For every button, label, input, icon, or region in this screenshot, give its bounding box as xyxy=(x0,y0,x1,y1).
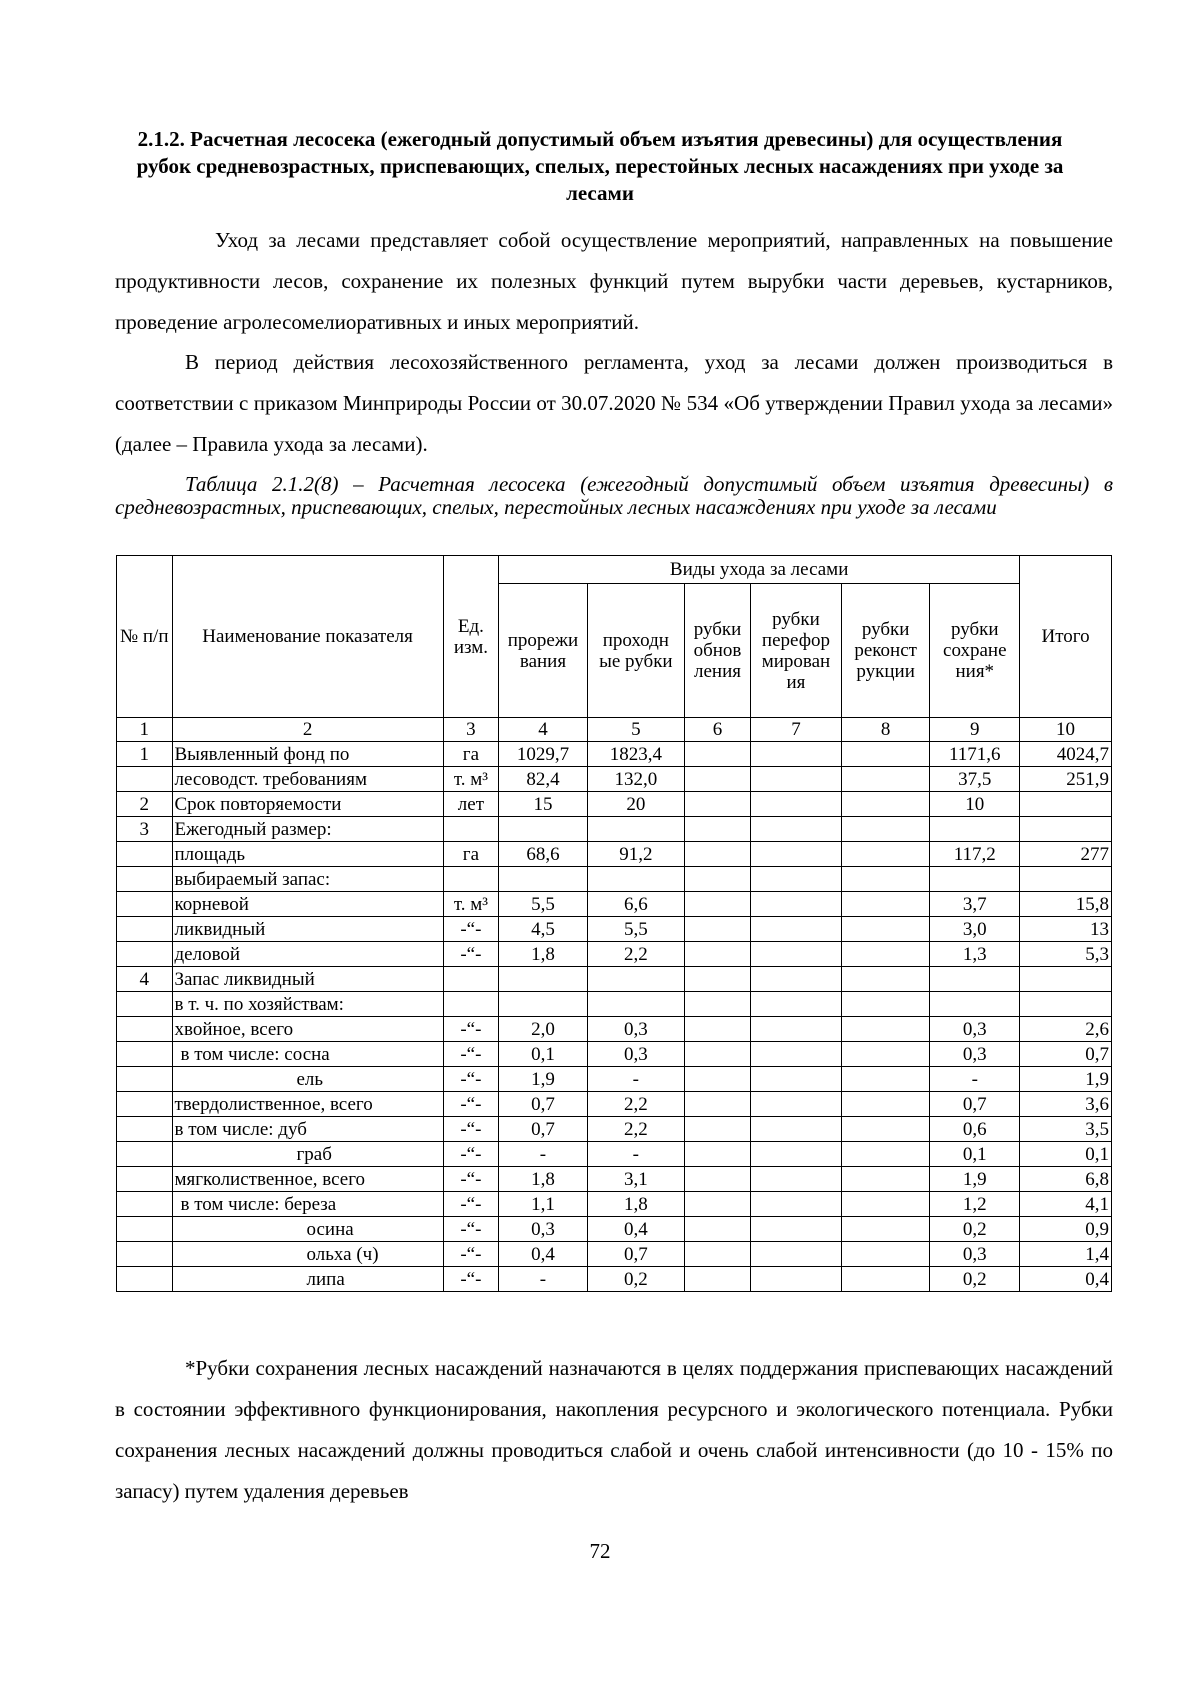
cell-reconstruction-cut xyxy=(841,842,930,867)
cell-unit: -“- xyxy=(443,1117,499,1142)
cell-reconstruction-cut xyxy=(841,767,930,792)
cell-preservation-cut: 0,6 xyxy=(930,1117,1020,1142)
table-row xyxy=(117,1142,1112,1167)
table-row xyxy=(117,1042,1112,1067)
header-kind-reformation-cut: рубки перефор мирован ия xyxy=(751,584,842,718)
cell-reconstruction-cut xyxy=(841,1017,930,1042)
cell-reformation-cut xyxy=(751,1092,842,1117)
cell-total: 5,3 xyxy=(1020,942,1112,967)
cell-reconstruction-cut xyxy=(841,1192,930,1217)
cell-renewal-cut xyxy=(684,992,750,1017)
cell-passing-cut: - xyxy=(587,1142,684,1167)
cell-total: 6,8 xyxy=(1020,1167,1112,1192)
cell-thinning: 1,8 xyxy=(499,942,588,967)
table-row xyxy=(117,1017,1112,1042)
cell-num xyxy=(117,1267,173,1292)
cell-reformation-cut xyxy=(751,892,842,917)
cell-name: хвойное, всего xyxy=(172,1017,443,1042)
cell-total xyxy=(1020,817,1112,842)
cell-preservation-cut: 1,3 xyxy=(930,942,1020,967)
cell-thinning: - xyxy=(499,1142,588,1167)
cell-name: деловой xyxy=(172,942,443,967)
cell-preservation-cut xyxy=(930,817,1020,842)
cell-num xyxy=(117,1117,173,1142)
cell-total: 3,6 xyxy=(1020,1092,1112,1117)
cell-reconstruction-cut xyxy=(841,1267,930,1292)
cell-thinning: 1,9 xyxy=(499,1067,588,1092)
table-row xyxy=(117,917,1112,942)
cell-unit: -“- xyxy=(443,1067,499,1092)
header-name: Наименование показателя xyxy=(172,556,443,718)
header-care-types: Виды ухода за лесами xyxy=(499,556,1020,584)
table-row xyxy=(117,967,1112,992)
cell-renewal-cut xyxy=(684,1167,750,1192)
cell-name: в том числе: сосна xyxy=(172,1042,443,1067)
table-row xyxy=(117,792,1112,817)
cell-reformation-cut xyxy=(751,842,842,867)
cell-total xyxy=(1020,867,1112,892)
cell-name: в т. ч. по хозяйствам: xyxy=(172,992,443,1017)
cell-renewal-cut xyxy=(684,792,750,817)
cell-preservation-cut: 0,2 xyxy=(930,1267,1020,1292)
cell-num xyxy=(117,1142,173,1167)
cell-thinning xyxy=(499,867,588,892)
cell-reformation-cut xyxy=(751,1117,842,1142)
cell-renewal-cut xyxy=(684,892,750,917)
cell-passing-cut xyxy=(587,817,684,842)
table-row xyxy=(117,817,1112,842)
cell-reconstruction-cut xyxy=(841,917,930,942)
cell-renewal-cut xyxy=(684,1092,750,1117)
cell-reconstruction-cut xyxy=(841,1217,930,1242)
cell-preservation-cut: 0,7 xyxy=(930,1092,1020,1117)
cell-thinning xyxy=(499,967,588,992)
cell-thinning: 1,1 xyxy=(499,1192,588,1217)
cell-unit: -“- xyxy=(443,1192,499,1217)
cell-num xyxy=(117,767,173,792)
cell-preservation-cut xyxy=(930,867,1020,892)
cell-num: 2 xyxy=(117,792,173,817)
cell-num xyxy=(117,867,173,892)
cell-reconstruction-cut xyxy=(841,1117,930,1142)
cell-unit xyxy=(443,992,499,1017)
cell-num: 1 xyxy=(117,742,173,767)
cell-passing-cut: 2,2 xyxy=(587,942,684,967)
cell-name: Ежегодный размер: xyxy=(172,817,443,842)
cell-passing-cut xyxy=(587,967,684,992)
cell-reconstruction-cut xyxy=(841,817,930,842)
cell-passing-cut: 6,6 xyxy=(587,892,684,917)
cell-renewal-cut xyxy=(684,1192,750,1217)
cell-passing-cut: 0,7 xyxy=(587,1242,684,1267)
cell-thinning: 0,7 xyxy=(499,1092,588,1117)
cell-preservation-cut xyxy=(930,992,1020,1017)
table-row xyxy=(117,1242,1112,1267)
cell-reconstruction-cut xyxy=(841,1142,930,1167)
cell-reformation-cut xyxy=(751,1267,842,1292)
cell-name: Запас ликвидный xyxy=(172,967,443,992)
cell-reconstruction-cut xyxy=(841,1092,930,1117)
cell-preservation-cut: 0,2 xyxy=(930,1217,1020,1242)
cell-passing-cut: 0,2 xyxy=(587,1267,684,1292)
cell-total: 0,9 xyxy=(1020,1217,1112,1242)
column-number: 2 xyxy=(172,718,443,742)
cell-total: 13 xyxy=(1020,917,1112,942)
table-row xyxy=(117,767,1112,792)
table-row xyxy=(117,742,1112,767)
cell-reformation-cut xyxy=(751,792,842,817)
header-kind-passing-cut: проходн ые рубки xyxy=(587,584,684,718)
cell-renewal-cut xyxy=(684,917,750,942)
cell-name: выбираемый запас: xyxy=(172,867,443,892)
cell-total: 4,1 xyxy=(1020,1192,1112,1217)
table-row xyxy=(117,1267,1112,1292)
table-row xyxy=(117,892,1112,917)
cell-passing-cut: - xyxy=(587,1067,684,1092)
cell-passing-cut: 20 xyxy=(587,792,684,817)
cell-thinning: 0,4 xyxy=(499,1242,588,1267)
column-number: 10 xyxy=(1020,718,1112,742)
cell-total: 3,5 xyxy=(1020,1117,1112,1142)
cell-preservation-cut: 10 xyxy=(930,792,1020,817)
cell-reformation-cut xyxy=(751,1042,842,1067)
cell-num xyxy=(117,1167,173,1192)
cell-renewal-cut xyxy=(684,867,750,892)
cell-preservation-cut: 37,5 xyxy=(930,767,1020,792)
cell-thinning: 82,4 xyxy=(499,767,588,792)
cell-reformation-cut xyxy=(751,992,842,1017)
cell-reformation-cut xyxy=(751,867,842,892)
cell-thinning: - xyxy=(499,1267,588,1292)
cell-unit: -“- xyxy=(443,942,499,967)
column-number: 6 xyxy=(684,718,750,742)
cell-reconstruction-cut xyxy=(841,867,930,892)
cell-passing-cut: 91,2 xyxy=(587,842,684,867)
cell-total xyxy=(1020,967,1112,992)
cell-unit: -“- xyxy=(443,1042,499,1067)
cell-unit: -“- xyxy=(443,1167,499,1192)
cell-name: лесоводст. требованиям xyxy=(172,767,443,792)
cell-name: площадь xyxy=(172,842,443,867)
cell-num xyxy=(117,1217,173,1242)
cell-name: корневой xyxy=(172,892,443,917)
cell-name: осина xyxy=(172,1217,443,1242)
cell-total: 0,7 xyxy=(1020,1042,1112,1067)
header-unit: Ед. изм. xyxy=(443,556,499,718)
allowable-cut-table xyxy=(116,555,1112,1292)
cell-passing-cut: 0,4 xyxy=(587,1217,684,1242)
cell-reformation-cut xyxy=(751,917,842,942)
table-caption: Таблица 2.1.2(8) – Расчетная лесосека (ежегодный допустимый объем изъятия древесины) в средневозрастных, приспевающих, спелых, перестойных лесных насаждениях при уходе за лесами xyxy=(115,472,1113,519)
column-number: 3 xyxy=(443,718,499,742)
cell-unit: -“- xyxy=(443,1267,499,1292)
cell-unit: га xyxy=(443,742,499,767)
cell-num xyxy=(117,1092,173,1117)
cell-passing-cut: 2,2 xyxy=(587,1092,684,1117)
cell-preservation-cut: 1,2 xyxy=(930,1192,1020,1217)
cell-num: 4 xyxy=(117,967,173,992)
column-number: 9 xyxy=(930,718,1020,742)
cell-total: 1,4 xyxy=(1020,1242,1112,1267)
table-row xyxy=(117,1067,1112,1092)
cell-total xyxy=(1020,992,1112,1017)
table-row xyxy=(117,842,1112,867)
cell-renewal-cut xyxy=(684,1142,750,1167)
header-kind-preservation-cut: рубки сохране ния* xyxy=(930,584,1020,718)
cell-preservation-cut: 0,3 xyxy=(930,1017,1020,1042)
cell-total: 0,4 xyxy=(1020,1267,1112,1292)
cell-renewal-cut xyxy=(684,942,750,967)
table-body xyxy=(117,742,1112,1292)
cell-passing-cut xyxy=(587,867,684,892)
column-number: 5 xyxy=(587,718,684,742)
cell-num xyxy=(117,942,173,967)
cell-reformation-cut xyxy=(751,942,842,967)
cell-unit: -“- xyxy=(443,917,499,942)
cell-reconstruction-cut xyxy=(841,1042,930,1067)
cell-name: ольха (ч) xyxy=(172,1242,443,1267)
cell-thinning: 4,5 xyxy=(499,917,588,942)
cell-passing-cut: 5,5 xyxy=(587,917,684,942)
cell-total: 2,6 xyxy=(1020,1017,1112,1042)
cell-passing-cut: 0,3 xyxy=(587,1042,684,1067)
cell-thinning: 0,1 xyxy=(499,1042,588,1067)
column-number: 8 xyxy=(841,718,930,742)
table-row xyxy=(117,1092,1112,1117)
cell-passing-cut: 1823,4 xyxy=(587,742,684,767)
cell-reformation-cut xyxy=(751,817,842,842)
cell-thinning: 0,7 xyxy=(499,1117,588,1142)
cell-renewal-cut xyxy=(684,817,750,842)
cell-thinning: 15 xyxy=(499,792,588,817)
column-number-row xyxy=(117,718,1112,742)
cell-name: Срок повторяемости xyxy=(172,792,443,817)
cell-preservation-cut: 1171,6 xyxy=(930,742,1020,767)
cell-thinning: 68,6 xyxy=(499,842,588,867)
cell-total: 251,9 xyxy=(1020,767,1112,792)
cell-reformation-cut xyxy=(751,967,842,992)
column-number: 1 xyxy=(117,718,173,742)
cell-unit: -“- xyxy=(443,1142,499,1167)
header-num: № п/п xyxy=(117,556,173,718)
cell-num xyxy=(117,992,173,1017)
cell-reconstruction-cut xyxy=(841,792,930,817)
cell-name: липа xyxy=(172,1267,443,1292)
cell-preservation-cut: 0,3 xyxy=(930,1242,1020,1267)
cell-preservation-cut xyxy=(930,967,1020,992)
cell-name: граб xyxy=(172,1142,443,1167)
cell-renewal-cut xyxy=(684,1217,750,1242)
header-kind-renewal-cut: рубки обнов ления xyxy=(684,584,750,718)
cell-reformation-cut xyxy=(751,1242,842,1267)
column-number: 4 xyxy=(499,718,588,742)
cell-total: 15,8 xyxy=(1020,892,1112,917)
cell-preservation-cut: 3,7 xyxy=(930,892,1020,917)
cell-total: 277 xyxy=(1020,842,1112,867)
cell-total xyxy=(1020,792,1112,817)
cell-renewal-cut xyxy=(684,1242,750,1267)
cell-unit xyxy=(443,867,499,892)
cell-preservation-cut: 3,0 xyxy=(930,917,1020,942)
cell-total: 4024,7 xyxy=(1020,742,1112,767)
cell-name: мягколиственное, всего xyxy=(172,1167,443,1192)
cell-reformation-cut xyxy=(751,767,842,792)
cell-passing-cut: 1,8 xyxy=(587,1192,684,1217)
table-row xyxy=(117,942,1112,967)
table-row xyxy=(117,992,1112,1017)
cell-preservation-cut: - xyxy=(930,1067,1020,1092)
cell-thinning xyxy=(499,992,588,1017)
cell-name: ель xyxy=(172,1067,443,1092)
cell-renewal-cut xyxy=(684,1267,750,1292)
cell-num xyxy=(117,1017,173,1042)
table-row xyxy=(117,1192,1112,1217)
cell-renewal-cut xyxy=(684,767,750,792)
cell-name: ликвидный xyxy=(172,917,443,942)
cell-preservation-cut: 0,3 xyxy=(930,1042,1020,1067)
cell-thinning: 2,0 xyxy=(499,1017,588,1042)
header-total: Итого xyxy=(1020,556,1112,718)
cell-passing-cut: 2,2 xyxy=(587,1117,684,1142)
cell-unit xyxy=(443,967,499,992)
paragraph-1: Уход за лесами представляет собой осуществление мероприятий, направленных на повышение продуктивности лесов, сохранение их полезных функций путем вырубки части деревьев, кустарников, проведение агролесомелиоративных и иных мероприятий. xyxy=(115,228,1113,334)
cell-num xyxy=(117,1192,173,1217)
cell-passing-cut: 3,1 xyxy=(587,1167,684,1192)
paragraph-2: В период действия лесохозяйственного регламента, уход за лесами должен производиться в соответствии с приказом Минприроды России от 30.07.2020 № 534 «Об утверждении Правил ухода за лесами» (далее – Правила ухода за лесами). xyxy=(115,350,1113,456)
cell-reformation-cut xyxy=(751,1167,842,1192)
cell-unit: т. м³ xyxy=(443,892,499,917)
column-number: 7 xyxy=(751,718,842,742)
cell-reconstruction-cut xyxy=(841,892,930,917)
cell-reformation-cut xyxy=(751,1067,842,1092)
cell-reformation-cut xyxy=(751,1142,842,1167)
cell-renewal-cut xyxy=(684,1017,750,1042)
footnote: *Рубки сохранения лесных насаждений назначаются в целях поддержания приспевающих насаждений в состоянии эффективного функционирования, накопления ресурсного и экологического потенциала. Рубки сохранения лесных насаждений должны проводиться слабой и очень слабой интенсивности (до 10 - 15% по запасу) путем удаления деревьев xyxy=(115,1356,1113,1503)
cell-unit: -“- xyxy=(443,1217,499,1242)
table-row xyxy=(117,1117,1112,1142)
cell-num xyxy=(117,892,173,917)
cell-reconstruction-cut xyxy=(841,942,930,967)
cell-thinning: 5,5 xyxy=(499,892,588,917)
cell-thinning: 0,3 xyxy=(499,1217,588,1242)
cell-unit xyxy=(443,817,499,842)
cell-thinning xyxy=(499,817,588,842)
cell-reconstruction-cut xyxy=(841,1242,930,1267)
cell-num xyxy=(117,1042,173,1067)
header-kind-reconstruction-cut: рубки реконст рукции xyxy=(841,584,930,718)
cell-renewal-cut xyxy=(684,742,750,767)
cell-reconstruction-cut xyxy=(841,992,930,1017)
cell-reconstruction-cut xyxy=(841,742,930,767)
cell-passing-cut: 132,0 xyxy=(587,767,684,792)
cell-thinning: 1,8 xyxy=(499,1167,588,1192)
cell-preservation-cut: 0,1 xyxy=(930,1142,1020,1167)
cell-passing-cut xyxy=(587,992,684,1017)
cell-reconstruction-cut xyxy=(841,1067,930,1092)
cell-renewal-cut xyxy=(684,1042,750,1067)
cell-preservation-cut: 117,2 xyxy=(930,842,1020,867)
cell-name: в том числе: береза xyxy=(172,1192,443,1217)
cell-unit: -“- xyxy=(443,1242,499,1267)
table-row xyxy=(117,867,1112,892)
section-heading: 2.1.2. Расчетная лесосека (ежегодный допустимый объем изъятия древесины) для осуществления рубок средневозрастных, приспевающих, спелых, перестойных лесных насаждениях при уходе за лесами xyxy=(136,127,1064,205)
table-row xyxy=(117,1217,1112,1242)
cell-reconstruction-cut xyxy=(841,1167,930,1192)
cell-unit: лет xyxy=(443,792,499,817)
cell-renewal-cut xyxy=(684,967,750,992)
cell-preservation-cut: 1,9 xyxy=(930,1167,1020,1192)
cell-name: твердолиственное, всего xyxy=(172,1092,443,1117)
cell-num: 3 xyxy=(117,817,173,842)
cell-renewal-cut xyxy=(684,1067,750,1092)
cell-reformation-cut xyxy=(751,1217,842,1242)
cell-total: 1,9 xyxy=(1020,1067,1112,1092)
cell-reformation-cut xyxy=(751,742,842,767)
cell-thinning: 1029,7 xyxy=(499,742,588,767)
cell-reformation-cut xyxy=(751,1017,842,1042)
cell-renewal-cut xyxy=(684,1117,750,1142)
cell-unit: -“- xyxy=(443,1092,499,1117)
cell-unit: -“- xyxy=(443,1017,499,1042)
cell-passing-cut: 0,3 xyxy=(587,1017,684,1042)
cell-num xyxy=(117,842,173,867)
header-kind-thinning: прорежи вания xyxy=(499,584,588,718)
cell-num xyxy=(117,917,173,942)
table-row xyxy=(117,1167,1112,1192)
cell-reformation-cut xyxy=(751,1192,842,1217)
cell-unit: га xyxy=(443,842,499,867)
cell-unit: т. м³ xyxy=(443,767,499,792)
cell-total: 0,1 xyxy=(1020,1142,1112,1167)
cell-num xyxy=(117,1067,173,1092)
cell-name: Выявленный фонд по xyxy=(172,742,443,767)
page-number: 72 xyxy=(589,1539,611,1563)
cell-name: в том числе: дуб xyxy=(172,1117,443,1142)
cell-num xyxy=(117,1242,173,1267)
cell-reconstruction-cut xyxy=(841,967,930,992)
cell-renewal-cut xyxy=(684,842,750,867)
